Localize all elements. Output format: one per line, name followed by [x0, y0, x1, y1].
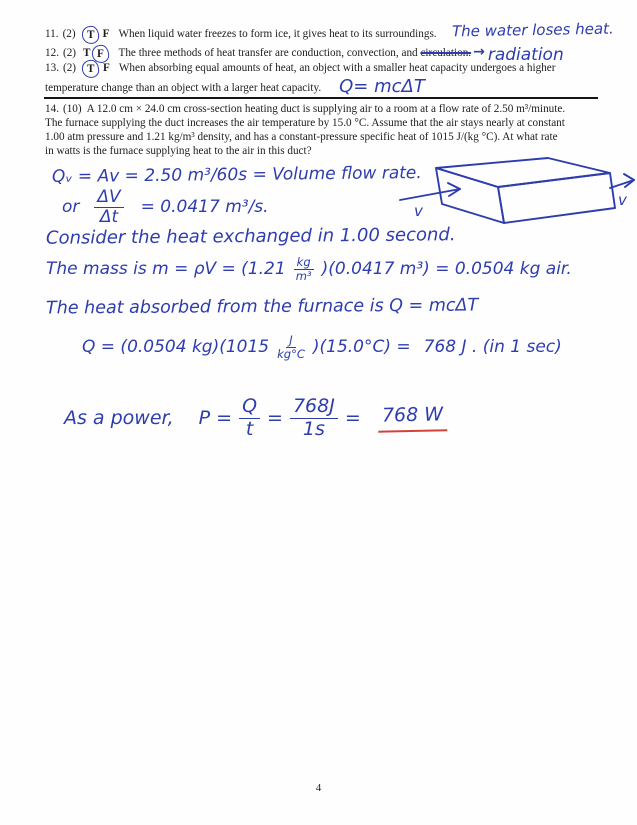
q13-false-label: F	[103, 62, 110, 74]
fraction-numerator: 768J	[290, 396, 338, 419]
power-intro: As a power,	[64, 406, 174, 429]
work-mass-line	[46, 256, 572, 282]
q13-text-line2: temperature change than an object with a larger heat capacity.	[45, 82, 322, 94]
q-over-t-fraction	[239, 396, 260, 439]
section-divider	[44, 97, 598, 99]
equals-sign: =	[344, 406, 361, 429]
fraction-denominator: Δt	[99, 207, 119, 228]
q11-text: When liquid water freezes to form ice, it gives heat to its surroundings.	[118, 28, 437, 40]
fraction-numerator: ΔV	[94, 188, 123, 208]
work-flow-rate-value: = 0.0417 m³/s.	[140, 197, 269, 218]
duct-top-face	[436, 158, 610, 187]
q14-text-line3: 1.00 atm pressure and 1.21 kg/m³ density, and has a constant-pressure specific heat of 1015 J/(kg °C). At what rate	[45, 131, 558, 143]
q14-text-line4: in watts is the furnace supplying heat to the air in this duct?	[45, 145, 312, 157]
q12-struck-word: circulation.	[420, 47, 472, 59]
work-flow-rate-line: Qᵥ = Av = 2.50 m³/60s = Volume flow rate.	[51, 163, 422, 187]
question-11	[45, 27, 437, 42]
768j-over-1s-fraction	[290, 396, 338, 439]
q11-handwritten-annotation: The water loses heat.	[451, 19, 614, 41]
work-consider-line: Consider the heat exchanged in 1.00 second.	[45, 224, 456, 249]
fraction-denominator: t	[245, 417, 254, 440]
fraction-numerator: kg	[294, 256, 314, 270]
j-per-kgc-fraction	[277, 334, 305, 360]
q13-true-label: T	[86, 62, 95, 74]
question-13-line1	[45, 61, 555, 76]
question-14-line1	[45, 102, 565, 117]
power-symbol: P =	[198, 406, 233, 429]
q12-true-label: T	[83, 47, 91, 59]
velocity-label-out: v	[618, 191, 627, 209]
q12-false-label: F	[96, 47, 104, 59]
q14-text-line2: The furnace supplying the duct increases the air temperature by 15.0 °C. Assume that the air stays nearly at constant	[45, 117, 565, 129]
equals-sign: =	[267, 406, 283, 429]
flow-arrow-out-head	[624, 174, 634, 187]
heat-equation-result: 768 J . (in 1 sec)	[423, 337, 562, 358]
fraction-numerator: J	[286, 334, 295, 348]
question-12	[45, 44, 564, 65]
mass-equation-right: )(0.0417 m³) = 0.0504 kg air.	[321, 259, 572, 280]
q11-number: 11.	[45, 28, 59, 40]
q13-number: 13.	[45, 62, 59, 74]
work-flow-rate-alt-line	[62, 188, 269, 227]
page-number: 4	[315, 782, 322, 794]
q13-handwritten-annotation: Q= mcΔT	[339, 76, 425, 97]
work-heat-line: The heat absorbed from the furnace is Q = mcΔT	[45, 295, 479, 319]
q12-number: 12.	[45, 47, 59, 59]
velocity-label-in: v	[414, 202, 423, 220]
heat-equation-mid: )(15.0°C) =	[312, 337, 411, 358]
fraction-denominator: m³	[295, 269, 312, 284]
correction-arrow-icon: →	[473, 44, 485, 60]
q14-text-line1: A 12.0 cm × 24.0 cm cross-section heating duct is supplying air to a room at a flow rate of 2.50 m³/minute.	[86, 103, 566, 115]
work-power-line	[64, 396, 447, 439]
duct-left-face	[436, 168, 504, 223]
work-or-label: or	[62, 197, 80, 218]
question-13-line2	[45, 78, 425, 96]
q14-points: (10)	[62, 103, 82, 115]
q11-true-label: T	[86, 28, 94, 40]
mass-equation-left: The mass is m = ρV = (1.21	[46, 259, 286, 280]
heat-equation-left: Q = (0.0504 kg)(1015	[82, 337, 270, 358]
fraction-numerator: Q	[239, 396, 260, 419]
final-answer-768w: 768 W	[377, 403, 447, 432]
q13-answer-circle	[81, 59, 100, 79]
q14-number: 14.	[45, 103, 59, 115]
q12-handwritten-annotation: radiation	[487, 45, 564, 65]
fraction-denominator: kg°C	[277, 347, 305, 362]
q11-answer-circle	[81, 25, 100, 45]
kg-per-m3-fraction	[294, 256, 314, 282]
duct-front-face	[498, 173, 615, 223]
work-calc-line	[82, 334, 562, 360]
q13-text-line1: When absorbing equal amounts of heat, an object with a smaller heat capacity undergoes a higher	[118, 62, 556, 74]
delta-v-over-delta-t-fraction	[94, 188, 123, 227]
q12-text: The three methods of heat transfer are conduction, convection, and	[118, 47, 418, 59]
q11-false-label: F	[102, 28, 110, 40]
q11-points: (2)	[62, 28, 76, 40]
q12-points: (2)	[62, 47, 77, 59]
q13-points: (2)	[62, 62, 77, 74]
fraction-denominator: 1s	[302, 417, 325, 440]
